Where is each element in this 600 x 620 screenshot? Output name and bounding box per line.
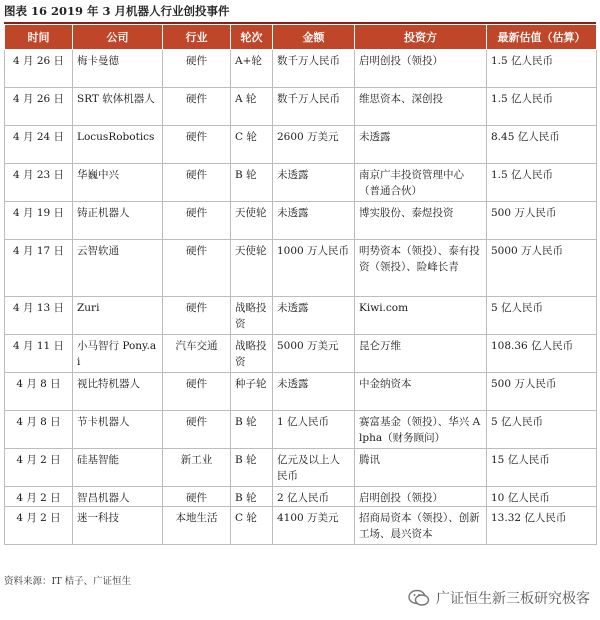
header-amount: 金额 (273, 25, 355, 50)
cell-round: B 轮 (231, 164, 273, 202)
cell-time: 4 月 2 日 (5, 449, 73, 487)
cell-round: 天使轮 (231, 202, 273, 240)
cell-investors: 招商局资本（领投）、创新工场、晨兴资本 (355, 507, 487, 545)
cell-valuation: 8.45 亿人民币 (487, 126, 597, 164)
cell-investors: 赛富基金（领投）、华兴 Alpha（财务顾问） (355, 411, 487, 449)
cell-investors: 未透露 (355, 126, 487, 164)
cell-amount: 数千万人民币 (273, 88, 355, 126)
watermark (408, 588, 590, 608)
cell-valuation: 10 亿人民币 (487, 487, 597, 507)
cell-industry: 硬件 (163, 202, 231, 240)
cell-time: 4 月 11 日 (5, 335, 73, 373)
cell-valuation: 500 万人民币 (487, 373, 597, 411)
cell-investors: 维思资本、深创投 (355, 88, 487, 126)
cell-amount: 5000 万美元 (273, 335, 355, 373)
cell-time: 4 月 17 日 (5, 240, 73, 297)
cell-amount: 未透露 (273, 202, 355, 240)
cell-investors: Kiwi.com (355, 297, 487, 335)
cell-time: 4 月 26 日 (5, 50, 73, 88)
cell-industry: 硬件 (163, 297, 231, 335)
cell-company: 视比特机器人 (73, 373, 163, 411)
cell-round: C 轮 (231, 507, 273, 545)
cell-valuation: 1.5 亿人民币 (487, 50, 597, 88)
cell-company: Zuri (73, 297, 163, 335)
cell-industry: 硬件 (163, 411, 231, 449)
cell-amount: 未透露 (273, 373, 355, 411)
cell-industry: 硬件 (163, 240, 231, 297)
cell-amount: 1 亿人民币 (273, 411, 355, 449)
cell-round: A+轮 (231, 50, 273, 88)
table-row (5, 240, 597, 297)
header-time: 时间 (5, 25, 73, 50)
cell-amount: 亿元及以上人民币 (273, 449, 355, 487)
cell-investors: 博实股份、泰煜投资 (355, 202, 487, 240)
cell-amount: 4100 万美元 (273, 507, 355, 545)
cell-amount: 2 亿人民币 (273, 487, 355, 507)
cell-valuation: 500 万人民币 (487, 202, 597, 240)
table-row (5, 507, 597, 545)
cell-company: LocusRobotics (73, 126, 163, 164)
table-row (5, 126, 597, 164)
table-header-row (5, 25, 597, 50)
header-round: 轮次 (231, 25, 273, 50)
cell-amount: 未透露 (273, 164, 355, 202)
cell-company: 铸正机器人 (73, 202, 163, 240)
table-caption: 图表 16 2019 年 3 月机器人行业创投事件 (4, 4, 230, 18)
table-row (5, 335, 597, 373)
cell-valuation: 5000 万人民币 (487, 240, 597, 297)
cell-time: 4 月 8 日 (5, 411, 73, 449)
cell-investors: 启明创投（领投） (355, 50, 487, 88)
cell-valuation: 13.32 亿人民币 (487, 507, 597, 545)
cell-time: 4 月 24 日 (5, 126, 73, 164)
cell-valuation: 5 亿人民币 (487, 297, 597, 335)
cell-industry: 硬件 (163, 50, 231, 88)
cell-company: 智昌机器人 (73, 487, 163, 507)
cell-company: 小马智行 Pony.ai (73, 335, 163, 373)
cell-time: 4 月 2 日 (5, 487, 73, 507)
header-industry: 行业 (163, 25, 231, 50)
cell-time: 4 月 8 日 (5, 373, 73, 411)
cell-time: 4 月 2 日 (5, 507, 73, 545)
cell-investors: 启明创投（领投） (355, 487, 487, 507)
source-note: 资料来源：IT 桔子、广证恒生 (4, 576, 132, 587)
cell-company: SRT 软体机器人 (73, 88, 163, 126)
table-row (5, 164, 597, 202)
cell-amount: 未透露 (273, 297, 355, 335)
cell-round: 战略投资 (231, 297, 273, 335)
cell-industry: 本地生活 (163, 507, 231, 545)
cell-round: 种子轮 (231, 373, 273, 411)
table-row (5, 50, 597, 88)
cell-company: 节卡机器人 (73, 411, 163, 449)
cell-investors: 腾讯 (355, 449, 487, 487)
cell-investors: 南京广丰投资管理中心（普通合伙） (355, 164, 487, 202)
cell-round: B 轮 (231, 411, 273, 449)
cell-company: 云智软通 (73, 240, 163, 297)
cell-round: B 轮 (231, 487, 273, 507)
cell-industry: 汽车交通 (163, 335, 231, 373)
table-body (5, 50, 597, 545)
table-row (5, 373, 597, 411)
cell-investors: 昆仑万维 (355, 335, 487, 373)
table-row (5, 487, 597, 507)
cell-amount: 2600 万美元 (273, 126, 355, 164)
header-investors: 投资方 (355, 25, 487, 50)
cell-time: 4 月 26 日 (5, 88, 73, 126)
cell-time: 4 月 19 日 (5, 202, 73, 240)
cell-time: 4 月 23 日 (5, 164, 73, 202)
cell-valuation: 1.5 亿人民币 (487, 88, 597, 126)
cell-investors: 明势资本（领投）、泰有投资（领投）、险峰长青 (355, 240, 487, 297)
cell-valuation: 1.5 亿人民币 (487, 164, 597, 202)
header-company: 公司 (73, 25, 163, 50)
cell-industry: 硬件 (163, 487, 231, 507)
cell-industry: 硬件 (163, 126, 231, 164)
cell-company: 硅基智能 (73, 449, 163, 487)
cell-round: B 轮 (231, 449, 273, 487)
wechat-icon (408, 589, 430, 607)
cell-valuation: 5 亿人民币 (487, 411, 597, 449)
cell-round: A 轮 (231, 88, 273, 126)
cell-investors: 中金纳资本 (355, 373, 487, 411)
cell-company: 迷一科技 (73, 507, 163, 545)
watermark-text: 广证恒生新三板研究极客 (436, 591, 590, 607)
cell-valuation: 15 亿人民币 (487, 449, 597, 487)
cell-industry: 硬件 (163, 88, 231, 126)
cell-company: 华巍中兴 (73, 164, 163, 202)
table-row (5, 411, 597, 449)
cell-amount: 1000 万人民币 (273, 240, 355, 297)
cell-industry: 硬件 (163, 373, 231, 411)
table-row (5, 449, 597, 487)
cell-industry: 新工业 (163, 449, 231, 487)
cell-round: C 轮 (231, 126, 273, 164)
table-row (5, 297, 597, 335)
cell-industry: 硬件 (163, 164, 231, 202)
table-row (5, 202, 597, 240)
header-valuation: 最新估值（估算） (487, 25, 597, 50)
cell-valuation: 108.36 亿人民币 (487, 335, 597, 373)
investment-events-table (4, 24, 597, 545)
cell-round: 天使轮 (231, 240, 273, 297)
cell-time: 4 月 13 日 (5, 297, 73, 335)
cell-amount: 数千万人民币 (273, 50, 355, 88)
cell-round: 战略投资 (231, 335, 273, 373)
table-row (5, 88, 597, 126)
cell-company: 梅卡曼德 (73, 50, 163, 88)
